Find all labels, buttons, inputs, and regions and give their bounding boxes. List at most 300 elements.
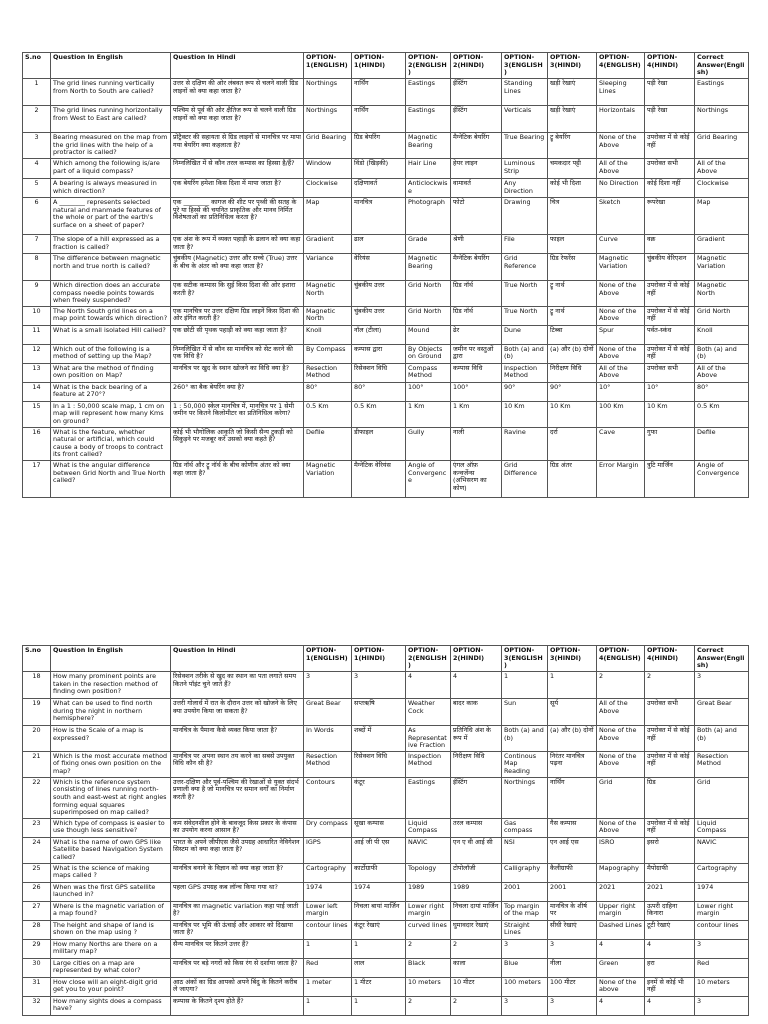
table-cell: उपरोक्त में से कोई नहीं xyxy=(645,726,695,752)
table-cell: मानचित्र पर खुद के स्थान खोजने का विधि क्या है? xyxy=(171,363,304,382)
serial-cell: 20 xyxy=(23,726,51,752)
table-cell: 2 xyxy=(645,672,695,699)
table-cell: 3 xyxy=(548,996,597,1015)
serial-cell: 25 xyxy=(23,863,51,882)
table-cell: Hair Line xyxy=(406,159,451,179)
table-cell: 3 xyxy=(695,672,749,699)
table-row xyxy=(23,920,749,939)
table-row xyxy=(23,863,749,882)
table-cell: Which is the most accurate method of fixing ones own position on the map? xyxy=(51,751,171,777)
table-cell: मानचित्र बनाने के विज्ञान को क्या कहा जाता है? xyxy=(171,863,304,882)
table-row xyxy=(23,382,749,401)
table-cell: Both (a) and (b) xyxy=(695,344,749,363)
table-cell: 1 xyxy=(304,939,352,958)
table-cell: 1 xyxy=(502,672,548,699)
table-cell: The grid lines running vertically from North to South are called? xyxy=(51,79,171,106)
table-row xyxy=(23,235,749,254)
table-cell: File xyxy=(502,235,548,254)
table-cell: एक छोटी सी पृथक पहाड़ी को क्या कहा जाता है? xyxy=(171,325,304,344)
table-cell: Which direction does an accurate compass needle points towards when freely suspended? xyxy=(51,281,171,307)
table-cell: When was the first GPS satellite launched in? xyxy=(51,882,171,901)
table-cell: Clockwise xyxy=(304,179,352,198)
table-cell: Northings xyxy=(502,777,548,818)
serial-cell: 31 xyxy=(23,977,51,996)
table-cell: कंटूर रेखाएं xyxy=(352,920,406,939)
header-cell: Question In Hindi xyxy=(171,646,304,672)
table-cell: ट्रू नार्थ xyxy=(548,306,597,325)
table-cell: Green xyxy=(597,958,645,977)
table-cell: The North South grid lines on a map point towards which direction? xyxy=(51,306,171,325)
table-row xyxy=(23,699,749,726)
table-cell: लाल xyxy=(352,958,406,977)
table-cell: मानचित्र xyxy=(352,198,406,235)
table-cell: 1 मीटर xyxy=(352,977,406,996)
table-cell: वेरियंस xyxy=(352,254,406,281)
table-cell: 4 xyxy=(645,939,695,958)
table-cell: Dry compass xyxy=(304,818,352,837)
table-cell: Defile xyxy=(695,427,749,460)
table-cell: एक बेयरिंग हमेशा किस दिशा में मापा जाता है? xyxy=(171,179,304,198)
table-cell: चुंबकीय उत्तर xyxy=(352,306,406,325)
table-cell: 4 xyxy=(451,672,502,699)
table-cell: None of the Above xyxy=(597,751,645,777)
table-cell: Inspection Method xyxy=(502,363,548,382)
table-cell: त्रुटि मार्जिन xyxy=(645,460,695,497)
table-cell: Grade xyxy=(406,235,451,254)
table-cell: Magnetic Variation xyxy=(304,460,352,497)
table-row xyxy=(23,977,749,996)
table-cell: Knoll xyxy=(695,325,749,344)
table-row xyxy=(23,401,749,427)
table-cell: 3 xyxy=(352,672,406,699)
table-cell: Magnetic North xyxy=(695,281,749,307)
table-cell: काला xyxy=(451,958,502,977)
table-cell: बादर काक xyxy=(451,699,502,726)
table-cell: Cartography xyxy=(695,863,749,882)
table-cell: 3 xyxy=(502,939,548,958)
table-cell: Dashed Lines xyxy=(597,920,645,939)
table-cell: A ________ represents selected natural and manmade features of the whole or part of the earth's surface on a sheet of paper? xyxy=(51,198,171,235)
table-cell: 1 meter xyxy=(304,977,352,996)
serial-cell: 28 xyxy=(23,920,51,939)
table-cell: What is the feature, whether natural or artificial, which could cause a body of troops to contract its front called? xyxy=(51,427,171,460)
table-cell: ढाल xyxy=(352,235,406,254)
table-cell: Mound xyxy=(406,325,451,344)
table-cell: None of the above xyxy=(597,977,645,996)
table-cell: 10° xyxy=(645,382,695,401)
serial-cell: 30 xyxy=(23,958,51,977)
table-cell: Grid Reference xyxy=(502,254,548,281)
table-cell: 100 मीटर xyxy=(548,977,597,996)
table-cell: उपरोक्त में से कोई नहीं xyxy=(645,281,695,307)
serial-cell: 17 xyxy=(23,460,51,497)
table-cell: (a) और (b) दोनों xyxy=(548,344,597,363)
table-cell: Bearing measured on the map from the grid lines with the help of a protractor is called? xyxy=(51,133,171,159)
table-cell: Grid North xyxy=(406,306,451,325)
table-cell: 1 xyxy=(304,996,352,1015)
table-cell: चित्र xyxy=(548,198,597,235)
header-cell: S.no xyxy=(23,53,51,79)
table-row xyxy=(23,159,749,179)
table-cell: हेयर लाइन xyxy=(451,159,502,179)
table-cell: निरंतर मानचित्र पढ़ना xyxy=(548,751,597,777)
table-cell: Grid xyxy=(597,777,645,818)
table-cell: Lower left margin xyxy=(304,901,352,920)
header-cell: OPTION-2(HINDI) xyxy=(451,646,502,672)
header-cell: Correct Answer(English) xyxy=(695,53,749,79)
table-cell: Gully xyxy=(406,427,451,460)
table-cell: 10 meters xyxy=(695,977,749,996)
table-cell: मानचित्र के पैमाना कैसे व्यक्त किया जाता है? xyxy=(171,726,304,752)
table-cell: Lower right margin xyxy=(406,901,451,920)
table-cell: 1989 xyxy=(451,882,502,901)
table-cell: Angle of Convergence xyxy=(695,460,749,497)
table-cell: 1974 xyxy=(352,882,406,901)
table-cell: एन आई एस xyxy=(548,837,597,863)
table-cell: Map xyxy=(304,198,352,235)
table-cell: Ravine xyxy=(502,427,548,460)
serial-cell: 26 xyxy=(23,882,51,901)
serial-cell: 32 xyxy=(23,996,51,1015)
table-cell: निरीक्षण विधि xyxy=(451,751,502,777)
serial-cell: 6 xyxy=(23,198,51,235)
table-cell: Curve xyxy=(597,235,645,254)
table-cell: गैस कम्पास xyxy=(548,818,597,837)
table-row xyxy=(23,179,749,198)
table-cell: तरल कम्पास xyxy=(451,818,502,837)
table-cell: What is the name of own GPS like Satellite based Navigation System called? xyxy=(51,837,171,863)
table-cell: What is the science of making maps called ? xyxy=(51,863,171,882)
table-cell: उपरोक्त सभी xyxy=(645,363,695,382)
table-cell: Magnetic North xyxy=(304,281,352,307)
table-cell: Which is the reference system consisting of lines running north-south and east-west at right angles forming equal squares superimposed on map called? xyxy=(51,777,171,818)
table-cell: मानचित्र पर बड़े नगरों को किस रंग से दर्शाया जाता है? xyxy=(171,958,304,977)
table-cell: Dune xyxy=(502,325,548,344)
table-row xyxy=(23,939,749,958)
table-cell: NSI xyxy=(502,837,548,863)
table-cell: Both (a) and (b) xyxy=(502,726,548,752)
table-cell: नॉल (टीला) xyxy=(352,325,406,344)
table-cell: 100° xyxy=(406,382,451,401)
table-cell: True North xyxy=(502,281,548,307)
table-cell: मानचित्र के शीर्ष पर xyxy=(548,901,597,920)
table-cell: Verticals xyxy=(502,106,548,133)
serial-cell: 12 xyxy=(23,344,51,363)
table-cell: 3 xyxy=(695,939,749,958)
table-cell: सूखा कम्पास xyxy=(352,818,406,837)
table-cell: What is the angular difference between Grid North and True North called? xyxy=(51,460,171,497)
table-row xyxy=(23,133,749,159)
table-cell: 2 xyxy=(451,996,502,1015)
table-cell: Gradient xyxy=(695,235,749,254)
table-cell: रिसेक्शन तरीके से खुद का स्थान का पता लगाते समय कितने पॉइंट चुने जाते हैं? xyxy=(171,672,304,699)
table-cell: What is a small isolated Hill called? xyxy=(51,325,171,344)
table-cell: What can be used to find north during the night in northern hemisphere? xyxy=(51,699,171,726)
table-cell: निम्नलिखित में से कौन सा मानचित्र को सेट करने की एक विधि है? xyxy=(171,344,304,363)
table-cell: Northings xyxy=(304,106,352,133)
table-cell: नीला xyxy=(548,958,597,977)
table-cell: कंटूर xyxy=(352,777,406,818)
table-cell: गुफा xyxy=(645,427,695,460)
table-cell: None of the Above xyxy=(597,306,645,325)
table-cell: Weather Cock xyxy=(406,699,451,726)
table-cell: 1 xyxy=(548,672,597,699)
table-cell: घुमावदार रेखाएं xyxy=(451,920,502,939)
header-cell: Correct Answer(English) xyxy=(695,646,749,672)
table-cell: 1 xyxy=(352,996,406,1015)
table-cell: फाइल xyxy=(548,235,597,254)
table-cell: Red xyxy=(304,958,352,977)
table-cell: Cartography xyxy=(304,863,352,882)
table-cell: 10 meters xyxy=(406,977,451,996)
table-cell: 2 xyxy=(406,939,451,958)
table-cell: Magnetic Variation xyxy=(695,254,749,281)
table-cell: हरा xyxy=(645,958,695,977)
table-cell: How many prominent points are taken in the resection method of finding own position? xyxy=(51,672,171,699)
table-cell: 10° xyxy=(597,382,645,401)
table-cell: पर्वत-स्कंध xyxy=(645,325,695,344)
table-cell: कोई दिशा नहीं xyxy=(645,179,695,198)
table-cell: पश्चिम से पूर्व की ओर क्षैतिज रूप से चलने वाली ग्रिड लाइनों को क्या कहा जाता है? xyxy=(171,106,304,133)
table-cell: Spur xyxy=(597,325,645,344)
table-cell: मैग्नेटिक बेयरिंग xyxy=(451,254,502,281)
table-cell: 4 xyxy=(645,996,695,1015)
table-cell: True North xyxy=(502,306,548,325)
header-cell: OPTION-4(ENGLISH) xyxy=(597,53,645,79)
table-cell: कोई भी दिशा xyxy=(548,179,597,198)
table-cell: एन ए वी आई सी xyxy=(451,837,502,863)
table-cell: Any Direction xyxy=(502,179,548,198)
table-cell: Both (a) and (b) xyxy=(695,726,749,752)
table-cell: नार्थिंग xyxy=(548,777,597,818)
table-cell: टिब्बा xyxy=(548,325,597,344)
table-cell: Eastings xyxy=(406,777,451,818)
question-table-1 xyxy=(22,52,749,498)
table-cell: एक ________ कागज की शीट पर पृथ्वी की सतह के पूरे या हिस्से की चयनित प्राकृतिक और मानव निर्मित विशेषताओं का प्रतिनिधित्व करता है? xyxy=(171,198,304,235)
serial-cell: 10 xyxy=(23,306,51,325)
table-cell: ट्रू नार्थ xyxy=(548,281,597,307)
serial-cell: 27 xyxy=(23,901,51,920)
table-cell: 2021 xyxy=(597,882,645,901)
table-cell: Anticlockwise xyxy=(406,179,451,198)
table-cell: Where is the magnetic variation of a map found? xyxy=(51,901,171,920)
table-cell: Which out of the following is a method of setting up the Map? xyxy=(51,344,171,363)
serial-cell: 21 xyxy=(23,751,51,777)
table-cell: Magnetic Bearing xyxy=(406,254,451,281)
table-cell: Black xyxy=(406,958,451,977)
table-cell: ग्रिड xyxy=(645,777,695,818)
serial-cell: 2 xyxy=(23,106,51,133)
table-cell: सैन्य मानचित्र पर कितने उत्तर हैं? xyxy=(171,939,304,958)
table-cell: उपरोक्त में से कोई नहीं xyxy=(645,306,695,325)
table-cell: श्रेणी xyxy=(451,235,502,254)
table-cell: फोटो xyxy=(451,198,502,235)
table-row xyxy=(23,306,749,325)
header-cell: OPTION-3(HINDI) xyxy=(548,53,597,79)
table-cell: The grid lines running horizontally from West to East are called? xyxy=(51,106,171,133)
table-cell: Grid xyxy=(695,777,749,818)
table-cell: Grid North xyxy=(695,306,749,325)
table-cell: Calligraphy xyxy=(502,863,548,882)
table-cell: उपरोक्त सभी xyxy=(645,159,695,179)
table-cell: वक्र xyxy=(645,235,695,254)
table-cell: Magnetic Variation xyxy=(597,254,645,281)
table-cell: Grid Difference xyxy=(502,460,548,497)
serial-cell: 23 xyxy=(23,818,51,837)
table-cell: 90° xyxy=(548,382,597,401)
table-cell: What is the back bearing of a feature at 270°? xyxy=(51,382,171,401)
table-cell: None of the Above xyxy=(597,726,645,752)
table-row xyxy=(23,672,749,699)
serial-cell: 15 xyxy=(23,401,51,427)
table-cell: Map xyxy=(695,198,749,235)
table-cell: Window xyxy=(304,159,352,179)
table-cell: उपरोक्त सभी xyxy=(645,699,695,726)
serial-cell: 11 xyxy=(23,325,51,344)
table-cell: मैग्नेटिक वेरियंस xyxy=(352,460,406,497)
question-table-2 xyxy=(22,645,749,1016)
header-row xyxy=(23,646,749,672)
table-cell: ग्रिड बेयरिंग xyxy=(352,133,406,159)
header-cell: OPTION-1(ENGLISH) xyxy=(304,53,352,79)
header-cell: Question In English xyxy=(51,53,171,79)
table-cell: NAVIC xyxy=(695,837,749,863)
table-cell: In a 1 : 50,000 scale map, 1 cm on map will represent how many Kms on ground? xyxy=(51,401,171,427)
table-cell: Cave xyxy=(597,427,645,460)
table-cell: Photograph xyxy=(406,198,451,235)
table-cell: Eastings xyxy=(695,79,749,106)
table-cell: contour lines xyxy=(695,920,749,939)
table-cell: How is the Scale of a map is expressed? xyxy=(51,726,171,752)
table-cell: दक्षिणावर्त xyxy=(352,179,406,198)
header-cell: Question In Hindi xyxy=(171,53,304,79)
table-row xyxy=(23,837,749,863)
table-cell: Variance xyxy=(304,254,352,281)
table-cell: उपरोक्त में से कोई नहीं xyxy=(645,344,695,363)
table-cell: खड़ी रेखाएं xyxy=(548,79,597,106)
table-cell: चुंबकीय (Magnetic) उत्तर और सच्चे (True) उत्तर के बीच के अंतर को क्या कहा जाता है? xyxy=(171,254,304,281)
table-cell: कम्पास के कितने दृश्य होते हैं? xyxy=(171,996,304,1015)
table-cell: सूर्य xyxy=(548,699,597,726)
serial-cell: 24 xyxy=(23,837,51,863)
table-cell: 1 xyxy=(352,939,406,958)
table-cell: उपरोक्त में से कोई नहीं xyxy=(645,133,695,159)
table-cell: कम संवेदनशील होने के बावजूद किस प्रकार के कंपास का उपयोग करना आसान है? xyxy=(171,818,304,837)
table-cell: A bearing is always measured in which direction? xyxy=(51,179,171,198)
serial-cell: 4 xyxy=(23,159,51,179)
table-cell: चुंबकीय उत्तर xyxy=(352,281,406,307)
table-cell: रिसेक्शन विधि xyxy=(352,751,406,777)
table-cell: डीफाइल xyxy=(352,427,406,460)
table-cell: None of the Above xyxy=(597,133,645,159)
header-cell: OPTION-1(HINDI) xyxy=(352,53,406,79)
table-cell: Horizontals xyxy=(597,106,645,133)
table-cell: Drawing xyxy=(502,198,548,235)
table-row xyxy=(23,958,749,977)
table-cell: ग्रिड रेफरेंस xyxy=(548,254,597,281)
table-cell: 2 xyxy=(597,672,645,699)
table-cell: ऊपरी दाहिना किनारा xyxy=(645,901,695,920)
table-cell: By Compass xyxy=(304,344,352,363)
table-cell: रूपरेखा xyxy=(645,198,695,235)
table-cell: टूटी रेखाएं xyxy=(645,920,695,939)
table-cell: प्रोट्रैक्टर की सहायता से ग्रिड लाइनों से मानचित्र पर मापा गया बेयरिंग क्या कहलाता है? xyxy=(171,133,304,159)
table-cell: Gas compass xyxy=(502,818,548,837)
table-cell: 80° xyxy=(352,382,406,401)
table-cell: Magnetic Bearing xyxy=(406,133,451,159)
header-cell: S.no xyxy=(23,646,51,672)
table-cell: All of the Above xyxy=(695,363,749,382)
table-cell: Sun xyxy=(502,699,548,726)
table-cell: The slope of a hill expressed as a fraction is called? xyxy=(51,235,171,254)
table-cell: 1974 xyxy=(695,882,749,901)
table-cell: (a) और (b) दोनों xyxy=(548,726,597,752)
serial-cell: 3 xyxy=(23,133,51,159)
table-cell: Clockwise xyxy=(695,179,749,198)
table-cell: 4 xyxy=(597,939,645,958)
table-cell: Eastings xyxy=(406,79,451,106)
header-cell: OPTION-2(ENGLISH) xyxy=(406,53,451,79)
table-cell: 2001 xyxy=(502,882,548,901)
table-cell: ईस्टिंग xyxy=(451,106,502,133)
table-row xyxy=(23,79,749,106)
table-row xyxy=(23,818,749,837)
table-cell: How close will an eight-digit grid get you to your point? xyxy=(51,977,171,996)
table-cell: 3 xyxy=(548,939,597,958)
table-cell: All of the Above xyxy=(695,159,749,179)
table-cell: Red xyxy=(695,958,749,977)
header-cell: Question In English xyxy=(51,646,171,672)
table-cell: Grid Bearing xyxy=(304,133,352,159)
table-cell: पड़ी रेखा xyxy=(645,79,695,106)
table-row xyxy=(23,460,749,497)
table-cell: निचला बायां मार्जिन xyxy=(352,901,406,920)
table-cell: Error Margin xyxy=(597,460,645,497)
table-cell: उत्तर से दक्षिण की ओर लंबवत रूप से चलने वाली ग्रिड लाइनों को क्या कहा जाता है? xyxy=(171,79,304,106)
table-cell: Angle of Convergence xyxy=(406,460,451,497)
table-cell: The height and shape of land is shown on the map using ? xyxy=(51,920,171,939)
table-cell: All of the Above xyxy=(597,159,645,179)
header-cell: OPTION-3(ENGLISH) xyxy=(502,646,548,672)
table-cell: Resection Method xyxy=(695,751,749,777)
table-cell: उत्तर-दक्षिण और पूर्व-पश्चिम की रेखाओं से युक्त संदर्भ प्रणाली क्या है जो मानचित्र पर समान वर्गों का निर्माण करती है? xyxy=(171,777,304,818)
table-cell: By Objects on Ground xyxy=(406,344,451,363)
table-cell: मैपोग्राफी xyxy=(645,863,695,882)
table-cell: आई जी पी एस xyxy=(352,837,406,863)
table-cell: 1 : 50,000 स्केल मानचित्र में, मानचित्र पर 1 सेमी जमीन पर कितने किलोमीटर का प्रतिनिधित्व करेगा? xyxy=(171,401,304,427)
table-row xyxy=(23,325,749,344)
table-cell: contour lines xyxy=(304,920,352,939)
table-cell: How many Norths are there on a military map? xyxy=(51,939,171,958)
table-cell: All of the Above xyxy=(597,363,645,382)
table-cell: पड़ी रेखा xyxy=(645,106,695,133)
table-cell: एंगल ऑफ़ कन्वर्जेन्स (अभिसरण का कोण) xyxy=(451,460,502,497)
table-cell: 1 Km xyxy=(406,401,451,427)
table-cell: Defile xyxy=(304,427,352,460)
table-cell: मैग्नेटिक बेयरिंग xyxy=(451,133,502,159)
table-cell: उपरोक्त में से कोई नहीं xyxy=(645,818,695,837)
table-cell: मानचित्र पर अपना स्थान तय करने का सबसे उपयुक्त विधि कौन सी है? xyxy=(171,751,304,777)
table-cell: Gradient xyxy=(304,235,352,254)
table-cell: शब्दों में xyxy=(352,726,406,752)
table-cell: 1989 xyxy=(406,882,451,901)
serial-cell: 18 xyxy=(23,672,51,699)
table-cell: 10 Km xyxy=(502,401,548,427)
table-cell: Sleeping Lines xyxy=(597,79,645,106)
table-row xyxy=(23,254,749,281)
serial-cell: 7 xyxy=(23,235,51,254)
table-cell: टोपोलॉजी xyxy=(451,863,502,882)
